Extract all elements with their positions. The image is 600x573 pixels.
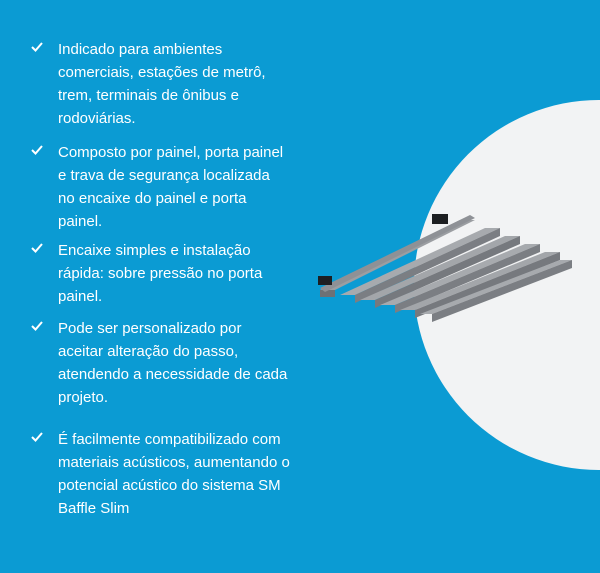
feature-text: Composto por painel, porta painel e trava de segurança localizada no encaixe do painel e porta painel.: [58, 144, 284, 230]
feature-text: Pode ser personalizado por aceitar alteração do passo, atendendo a necessidade de cada projeto.: [58, 320, 288, 406]
feature-text: Indicado para ambientes comerciais, estações de metrô, trem, terminais de ônibus e rodoviárias.: [58, 41, 266, 127]
clip-right: [432, 214, 448, 224]
check-icon: [30, 319, 44, 333]
feature-text: É facilmente compatibilizado com materiais acústicos, aumentando o potencial acústico do sistema SM Baffle Slim: [58, 431, 290, 517]
clip-left: [318, 276, 332, 285]
check-icon: [30, 143, 44, 157]
feature-text: Encaixe simples e instalação rápida: sobre pressão no porta painel.: [58, 242, 263, 305]
baffle-panel-illustration: [310, 200, 600, 350]
check-icon: [30, 40, 44, 54]
check-icon: [30, 430, 44, 444]
check-icon: [30, 241, 44, 255]
